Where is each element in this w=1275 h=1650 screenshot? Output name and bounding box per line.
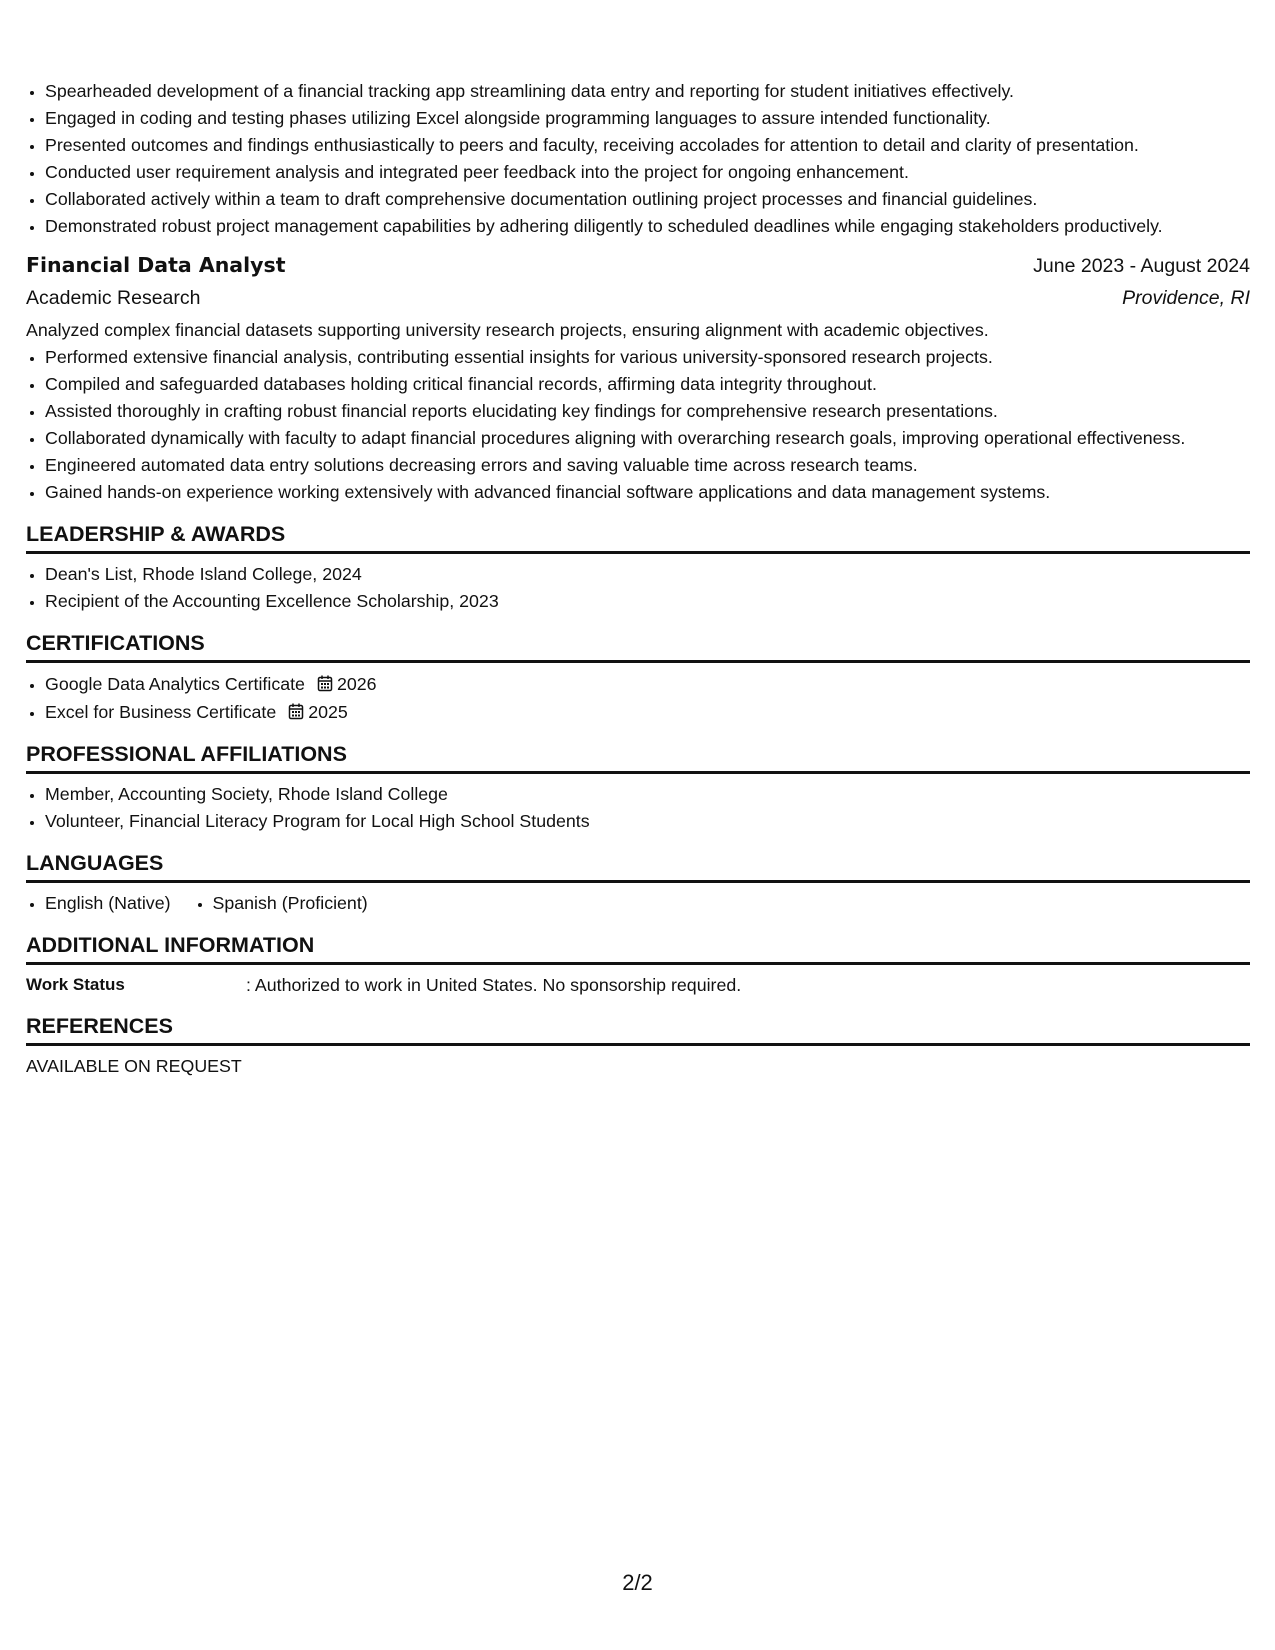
work-status-label: Work Status xyxy=(26,975,125,994)
calendar-icon xyxy=(317,675,333,692)
leadership-list xyxy=(26,561,1250,615)
list-item: • Recipient of the Accounting Excellence Scholarship, 2023 xyxy=(45,588,1250,615)
certificate-name: Google Data Analytics Certificate xyxy=(45,674,305,694)
affiliations-list xyxy=(26,781,1250,835)
list-item xyxy=(45,698,1250,726)
certifications-list xyxy=(26,670,1250,726)
list-item: • Collaborated actively within a team to draft comprehensive documentation outlining project processes and financial guidelines. xyxy=(45,186,1250,213)
work-status-row xyxy=(26,972,1250,998)
section-title-languages: LANGUAGES xyxy=(26,849,1250,883)
job-entry xyxy=(26,250,1250,506)
list-item: • Performed extensive financial analysis, contributing essential insights for various university-sponsored research projects. xyxy=(45,344,1250,371)
page-indicator: 2/2 xyxy=(622,1570,653,1595)
list-item: • Dean's List, Rhode Island College, 2024 xyxy=(45,561,1250,588)
list-item: • Gained hands-on experience working extensively with advanced financial software applications and data management systems. xyxy=(45,479,1250,506)
languages-list xyxy=(26,890,1250,917)
section-title-certifications: CERTIFICATIONS xyxy=(26,629,1250,663)
project-bullet-list xyxy=(26,78,1250,240)
certificate-year: 2025 xyxy=(308,702,348,722)
resume-page xyxy=(26,78,1250,1079)
list-item: • Spearheaded development of a financial tracking app streamlining data entry and reporting for student initiatives effectively. xyxy=(45,78,1250,105)
list-item: • Demonstrated robust project management capabilities by adhering diligently to scheduled deadlines while engaging stakeholders productively. xyxy=(45,213,1250,240)
list-item xyxy=(45,670,1250,698)
section-title-references: REFERENCES xyxy=(26,1012,1250,1046)
section-title-leadership: LEADERSHIP & AWARDS xyxy=(26,520,1250,554)
section-title-additional-information: ADDITIONAL INFORMATION xyxy=(26,931,1250,965)
work-status-value: : Authorized to work in United States. No sponsorship required. xyxy=(246,975,742,995)
list-item: • Presented outcomes and findings enthusiastically to peers and faculty, receiving accolades for attention to detail and clarity of presentation. xyxy=(45,132,1250,159)
list-item: • Spanish (Proficient) xyxy=(213,890,368,917)
references-text: AVAILABLE ON REQUEST xyxy=(26,1056,242,1076)
list-item: • Volunteer, Financial Literacy Program for Local High School Students xyxy=(45,808,1250,835)
list-item: • English (Native) xyxy=(45,890,171,917)
job-dates: June 2023 - August 2024 xyxy=(1033,255,1250,277)
job-organization: Academic Research xyxy=(26,287,201,309)
certificate-year: 2026 xyxy=(336,674,377,694)
calendar-icon xyxy=(288,703,304,720)
job-summary: Analyzed complex financial datasets supporting university research projects, ensuring alignment with academic objectives. xyxy=(26,320,989,340)
job-location: Providence, RI xyxy=(1122,287,1250,309)
job-title: Financial Data Analyst xyxy=(26,253,286,277)
list-item: • Member, Accounting Society, Rhode Island College xyxy=(45,781,1250,808)
job-bullet-list xyxy=(26,344,1250,506)
list-item: • Compiled and safeguarded databases holding critical financial records, affirming data integrity throughout. xyxy=(45,371,1250,398)
section-title-affiliations: PROFESSIONAL AFFILIATIONS xyxy=(26,740,1250,774)
list-item: • Engaged in coding and testing phases utilizing Excel alongside programming languages to assure intended functionality. xyxy=(45,105,1250,132)
list-item: • Assisted thoroughly in crafting robust financial reports elucidating key findings for comprehensive research presentations. xyxy=(45,398,1250,425)
list-item: • Engineered automated data entry solutions decreasing errors and saving valuable time across research teams. xyxy=(45,452,1250,479)
list-item: • Conducted user requirement analysis and integrated peer feedback into the project for ongoing enhancement. xyxy=(45,159,1250,186)
list-item: • Collaborated dynamically with faculty to adapt financial procedures aligning with overarching research goals, improving operational effectiveness. xyxy=(45,425,1250,452)
certificate-name: Excel for Business Certificate xyxy=(45,702,277,722)
